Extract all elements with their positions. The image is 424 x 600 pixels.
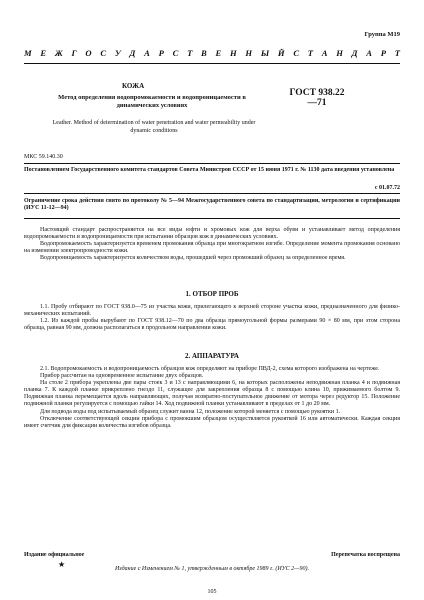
limitation-rule [24, 218, 400, 219]
standard-banner: М Е Ж Г О С У Д А Р С Т В Е Н Н Ы Й С Т А Н Д А Р Т [24, 48, 400, 58]
decree-text: Постановлением Государственного комитета стандартов Совета Министров СССР от 15 июня 1971 г. № 1130 дата введения установлена [24, 167, 395, 173]
group-code: Группа М19 [364, 31, 400, 38]
section-1-heading: 1. ОТБОР ПРОБ [185, 290, 239, 298]
section-paragraph: Отключение соответствующей секции прибора с промокшим образцом осуществляется рукояткой 16 или автоматически. Каждая секция имеет счетчик для фиксации количества изгибов образца. [24, 415, 400, 429]
section-2-body [24, 366, 400, 430]
date-rule [24, 193, 400, 194]
intro-paragraph: Настоящий стандарт распространяется на все виды юфти и хромовых кож для верха обуви и устанавливает метод определения водопромокаемости и водопроницаемости при испытании образцов кож в динамических условиях. [24, 227, 400, 241]
mks-rule [24, 163, 400, 164]
section-paragraph: 1.1. Пробу отбирают по ГОСТ 938.0—75 из участка кожи, прилегающего к верхней стороне участка кожи, предназначенного для физико-механических испытаний. [24, 304, 400, 318]
intro-paragraph: Водопромокаемость характеризуется временем промокания образца при многократном изгибе. Определение момента промокания основано на изменении электропроводности кожи. [24, 241, 400, 255]
section-paragraph: 2.1. Водопромокаемость и водопроницаемость образцов кож определяют на приборе ПВД-2, схема которого изображена на чертеже. [40, 366, 380, 372]
introduction-date: с 01.07.72 [374, 185, 400, 191]
document-subtitle: Метод определения водопромокаемости и водопроницаемости в динамических условиях [58, 94, 246, 109]
banner-rule [24, 63, 400, 64]
page-number: 105 [207, 589, 217, 595]
edition-note: Издание с Изменением № 1, утвержденным в октябре 1989 г. (ИУС 2—90). [114, 566, 310, 572]
section-paragraph: Прибор рассчитан на одновременное испытание двух образцов. [40, 373, 204, 380]
intro-section [24, 227, 400, 262]
document-title: КОЖА [122, 82, 145, 90]
section-2-heading: 2. АППАРАТУРА [185, 352, 239, 360]
star-icon: ★ [58, 560, 66, 569]
mks-code: МКС 59.140.30 [24, 154, 63, 160]
section-paragraph: 1.2. Из каждой пробы вырубают по ГОСТ 938.12—70 по два образца прямоугольной формы размерами 90 × 80 мм, при этом сторона образца, равная 90 мм, должна располагаться в продольном направлении кожи. [24, 318, 400, 332]
section-paragraph: Для подвода воды под испытываемый образец служит ванна 12, положение которой меняется с помощью рукоятки 1. [40, 408, 341, 415]
section-1-body [24, 304, 400, 332]
official-edition-label: Издание официальное [24, 552, 85, 558]
reprint-notice: Перепечатка воспрещена [331, 552, 400, 558]
limitation-note: Ограничение срока действия снято по протоколу № 5—94 Межгосударственного совета по стандартизации, метрологии и сертификации (ИУС 11-12—94) [24, 198, 400, 212]
section-paragraph: На столе 2 прибора укреплены две пары стоек 3 и 13 с направляющими 6, на которых расположены неподвижная планка 4 и подвижная планка 7. К каждой планке прикреплено гнездо 11, служащее для закрепления образца 8 с помощью клина 10, прижимаемого болтом 9. Подвижная планка перемещается вдоль направляющих, получая возвратно-поступательное движение от мотора через редуктор 15. Положение подвижной планки регулируется с помощью гайки 14. Ход подвижной планки устанавливают в пределах от 1 до 20 мм. [24, 380, 400, 408]
intro-paragraph: Водопроницаемость характеризуется количеством воды, прошедшей через промокший образец за определенное время. [40, 255, 346, 262]
english-title: Leather. Method of determination of water penetration and water permeability under dynamic conditions [52, 120, 256, 134]
gost-number: ГОСТ 938.22—71 [289, 88, 345, 108]
